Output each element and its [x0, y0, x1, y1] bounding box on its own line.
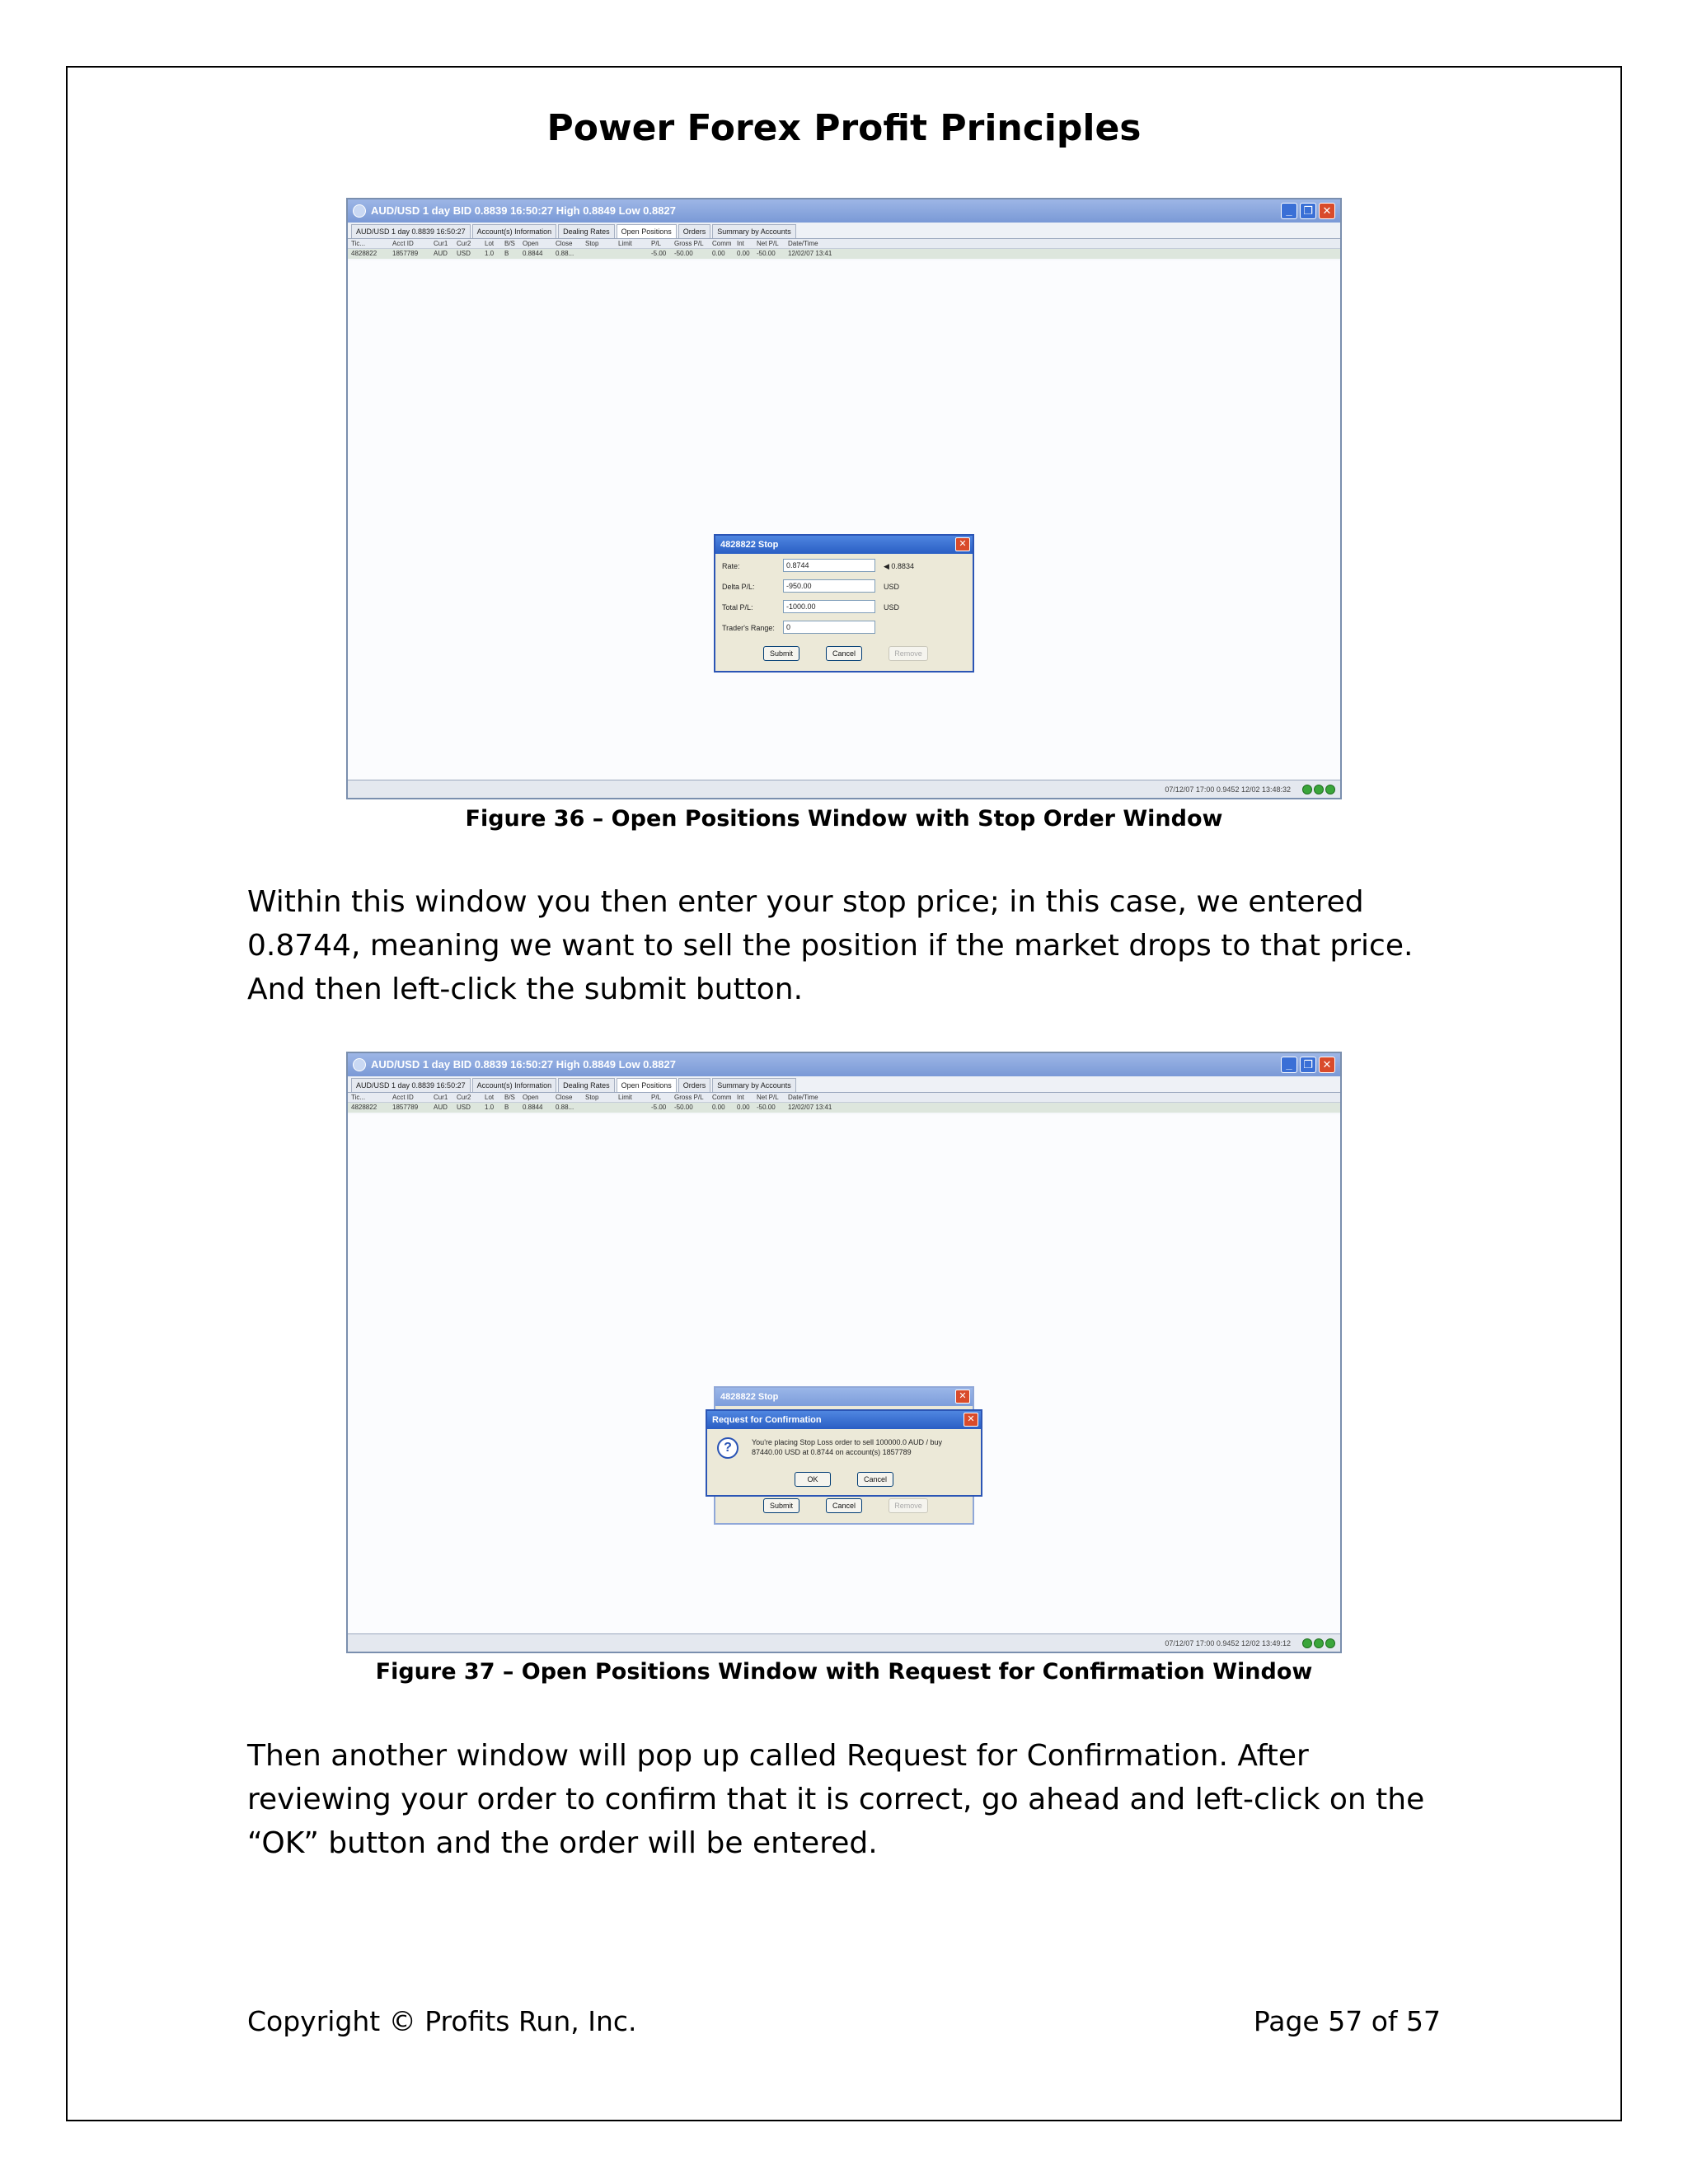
table-row[interactable]	[348, 249, 1340, 259]
stop-dialog-title: 4828822 Stop	[720, 540, 779, 550]
grid-header-row	[348, 239, 1340, 249]
col-ticket[interactable]: Tic...	[351, 240, 366, 247]
figure-37-caption: Figure 37 – Open Positions Window with Request for Confirmation Window	[375, 1659, 1313, 1685]
total-pl-unit: USD	[884, 603, 900, 612]
question-icon: ?	[717, 1437, 738, 1459]
status-bar	[348, 780, 1340, 798]
cell-stop	[582, 249, 615, 259]
tab-bar	[348, 1076, 1340, 1093]
confirmation-message	[752, 1437, 942, 1457]
cell-ticket: 4828822	[351, 1104, 377, 1111]
cell-net-pl: -50.00	[757, 1104, 776, 1111]
cell-open: 0.8844	[523, 1104, 543, 1111]
tab-open-positions[interactable]: Open Positions	[617, 224, 677, 238]
cell-open: 0.8844	[523, 250, 543, 257]
col-cur1[interactable]: Cur1	[434, 240, 448, 247]
submit-button[interactable]: Submit	[763, 1498, 799, 1513]
window-title: AUD/USD 1 day BID 0.8839 16:50:27 High 0.8849 Low 0.8827	[371, 1058, 676, 1071]
tab-account-information[interactable]: Account(s) Information	[472, 224, 557, 238]
connection-status-icon	[1302, 785, 1312, 794]
paragraph-2-line-2: reviewing your order to confirm that it is correct, go ahead and left-click on the	[247, 1783, 1425, 1816]
status-text: 07/12/07 17:00 0.9452 12/02 13:49:12	[1165, 1639, 1291, 1647]
paragraph-1-line-2: 0.8744, meaning we want to sell the position if the market drops to that price.	[247, 929, 1414, 963]
cell-cur2: USD	[457, 1104, 471, 1111]
col-date-time[interactable]: Date/Time	[788, 1094, 818, 1101]
col-bs[interactable]: B/S	[504, 1094, 515, 1101]
document-title: Power Forex Profit Principles	[546, 107, 1142, 149]
col-gross-pl[interactable]: Gross P/L	[674, 240, 704, 247]
close-icon[interactable]: ✕	[955, 537, 970, 551]
remove-button[interactable]: Remove	[889, 646, 928, 661]
tab-chart[interactable]: AUD/USD 1 day 0.8839 16:50:27	[351, 224, 471, 238]
cell-net-pl: -50.00	[757, 250, 776, 257]
app-body	[348, 1114, 1340, 1633]
col-int[interactable]: Int	[737, 240, 744, 247]
close-icon[interactable]: ✕	[955, 1390, 970, 1404]
app-body	[348, 260, 1340, 780]
stop-dialog-title: 4828822 Stop	[720, 1392, 779, 1402]
col-pl[interactable]: P/L	[651, 1094, 662, 1101]
confirmation-dialog	[706, 1409, 982, 1497]
cell-int: 0.00	[737, 250, 750, 257]
tab-summary-by-accounts[interactable]: Summary by Accounts	[712, 1078, 796, 1092]
connection-status-icon	[1314, 785, 1324, 794]
footer-copyright: Copyright © Profits Run, Inc.	[247, 2005, 637, 2037]
confirmation-dialog-title-bar	[707, 1411, 981, 1429]
connection-status-icon	[1325, 1638, 1335, 1648]
tab-orders[interactable]: Orders	[678, 1078, 711, 1092]
table-row[interactable]	[348, 1103, 1340, 1113]
close-icon[interactable]: ✕	[964, 1413, 978, 1427]
total-pl-input[interactable]: -1000.00	[783, 600, 875, 613]
cell-comm: 0.00	[712, 250, 725, 257]
col-cur1[interactable]: Cur1	[434, 1094, 448, 1101]
col-limit[interactable]: Limit	[618, 1094, 632, 1101]
traders-range-input[interactable]: 0	[783, 621, 875, 634]
tab-dealing-rates[interactable]: Dealing Rates	[558, 224, 615, 238]
col-close[interactable]: Close	[556, 240, 573, 247]
col-acct-id[interactable]: Acct ID	[392, 240, 414, 247]
status-bar	[348, 1633, 1340, 1652]
cell-cur2: USD	[457, 250, 471, 257]
cancel-button[interactable]: Cancel	[826, 1498, 862, 1513]
paragraph-2	[247, 1734, 1451, 1865]
cell-pl: -5.00	[651, 1104, 667, 1111]
close-icon[interactable]: ✕	[1319, 203, 1335, 219]
tab-orders[interactable]: Orders	[678, 224, 711, 238]
status-text: 07/12/07 17:00 0.9452 12/02 13:48:32	[1165, 785, 1291, 794]
col-net-pl[interactable]: Net P/L	[757, 240, 779, 247]
app-icon	[353, 1058, 366, 1071]
rate-current: ◀ 0.8834	[884, 562, 914, 570]
footer-page-number: Page 57 of 57	[1253, 2005, 1441, 2037]
cell-pl: -5.00	[651, 250, 667, 257]
rate-label: Rate:	[722, 562, 740, 570]
col-ticket[interactable]: Tic...	[351, 1094, 366, 1101]
minimize-icon[interactable]: _	[1281, 1057, 1297, 1073]
col-lot[interactable]: Lot	[485, 1094, 495, 1101]
tab-account-information[interactable]: Account(s) Information	[472, 1078, 557, 1092]
cell-lot: 1.0	[485, 250, 495, 257]
cell-acct-id: 1857789	[392, 1104, 419, 1111]
confirmation-message-line-2: 87440.00 USD at 0.8744 on account(s) 1857789	[752, 1448, 912, 1456]
stop-dialog-title-bar	[715, 1388, 973, 1406]
cell-gross-pl: -50.00	[674, 1104, 693, 1111]
connection-status-icon	[1325, 785, 1335, 794]
app-icon	[353, 204, 366, 218]
tab-bar	[348, 223, 1340, 239]
restore-icon[interactable]: ❐	[1300, 203, 1316, 219]
rate-input[interactable]: 0.8744	[783, 559, 875, 572]
connection-status-icon	[1314, 1638, 1324, 1648]
positions-grid	[348, 1093, 1340, 1113]
cell-gross-pl: -50.00	[674, 250, 693, 257]
delta-pl-input[interactable]: -950.00	[783, 579, 875, 593]
cell-close: 0.88...	[556, 250, 574, 257]
tab-summary-by-accounts[interactable]: Summary by Accounts	[712, 224, 796, 238]
cancel-button[interactable]: Cancel	[857, 1472, 893, 1487]
col-stop[interactable]: Stop	[585, 1094, 599, 1101]
col-pl[interactable]: P/L	[651, 240, 662, 247]
rate-current-value: 0.8834	[891, 562, 914, 570]
confirmation-dialog-title: Request for Confirmation	[712, 1415, 822, 1425]
cell-lot: 1.0	[485, 1104, 495, 1111]
cell-stop	[582, 1103, 615, 1113]
tab-chart[interactable]: AUD/USD 1 day 0.8839 16:50:27	[351, 1078, 471, 1092]
cancel-button[interactable]: Cancel	[826, 646, 862, 661]
total-pl-label: Total P/L:	[722, 603, 753, 612]
close-icon[interactable]: ✕	[1319, 1057, 1335, 1073]
window-title: AUD/USD 1 day BID 0.8839 16:50:27 High 0.8849 Low 0.8827	[371, 204, 676, 217]
figure-37-app-window	[346, 1052, 1342, 1653]
col-acct-id[interactable]: Acct ID	[392, 1094, 414, 1101]
col-date-time[interactable]: Date/Time	[788, 240, 818, 247]
stop-dialog-title-bar	[715, 536, 973, 554]
cell-acct-id: 1857789	[392, 250, 419, 257]
restore-icon[interactable]: ❐	[1300, 1057, 1316, 1073]
figure-36-app-window	[346, 198, 1342, 799]
paragraph-1-line-1: Within this window you then enter your stop price; in this case, we entered	[247, 885, 1364, 919]
cell-bs: B	[504, 1104, 509, 1111]
ok-button[interactable]: OK	[795, 1472, 831, 1487]
col-bs[interactable]: B/S	[504, 240, 515, 247]
cell-cur1: AUD	[434, 250, 448, 257]
cell-ticket: 4828822	[351, 250, 377, 257]
cell-limit	[615, 1103, 648, 1113]
col-stop[interactable]: Stop	[585, 240, 599, 247]
remove-button[interactable]: Remove	[889, 1498, 928, 1513]
confirmation-message-line-1: You're placing Stop Loss order to sell 100000.0 AUD / buy	[752, 1438, 943, 1446]
submit-button[interactable]: Submit	[763, 646, 799, 661]
col-int[interactable]: Int	[737, 1094, 744, 1101]
col-cur2[interactable]: Cur2	[457, 1094, 471, 1101]
col-comm[interactable]: Comm	[712, 240, 732, 247]
cell-bs: B	[504, 250, 509, 257]
delta-pl-label: Delta P/L:	[722, 583, 755, 591]
cell-cur1: AUD	[434, 1104, 448, 1111]
col-lot[interactable]: Lot	[485, 240, 495, 247]
delta-pl-unit: USD	[884, 583, 900, 591]
app-title-bar	[348, 199, 1340, 223]
grid-header-row	[348, 1093, 1340, 1103]
tab-open-positions[interactable]: Open Positions	[617, 1078, 677, 1092]
paragraph-2-line-3: “OK” button and the order will be entered.	[247, 1826, 878, 1860]
col-open[interactable]: Open	[523, 1094, 539, 1101]
cell-date-time: 12/02/07 13:41	[788, 1104, 832, 1111]
cell-close: 0.88...	[556, 1104, 574, 1111]
col-net-pl[interactable]: Net P/L	[757, 1094, 779, 1101]
connection-status-icon	[1302, 1638, 1312, 1648]
cell-int: 0.00	[737, 1104, 750, 1111]
col-comm[interactable]: Comm	[712, 1094, 732, 1101]
paragraph-1-line-3: And then left-click the submit button.	[247, 972, 804, 1006]
col-open[interactable]: Open	[523, 240, 539, 247]
minimize-icon[interactable]: _	[1281, 203, 1297, 219]
col-gross-pl[interactable]: Gross P/L	[674, 1094, 704, 1101]
paragraph-1	[247, 880, 1451, 1011]
cell-limit	[615, 249, 648, 259]
cell-date-time: 12/02/07 13:41	[788, 250, 832, 257]
tab-dealing-rates[interactable]: Dealing Rates	[558, 1078, 615, 1092]
stop-dialog	[714, 534, 974, 673]
cell-comm: 0.00	[712, 1104, 725, 1111]
paragraph-2-line-1: Then another window will pop up called Request for Confirmation. After	[247, 1739, 1309, 1773]
col-close[interactable]: Close	[556, 1094, 573, 1101]
figure-36-caption: Figure 36 – Open Positions Window with Stop Order Window	[465, 806, 1223, 832]
col-limit[interactable]: Limit	[618, 240, 632, 247]
col-cur2[interactable]: Cur2	[457, 240, 471, 247]
positions-grid	[348, 239, 1340, 259]
traders-range-label: Trader's Range:	[722, 624, 775, 632]
app-title-bar	[348, 1053, 1340, 1076]
